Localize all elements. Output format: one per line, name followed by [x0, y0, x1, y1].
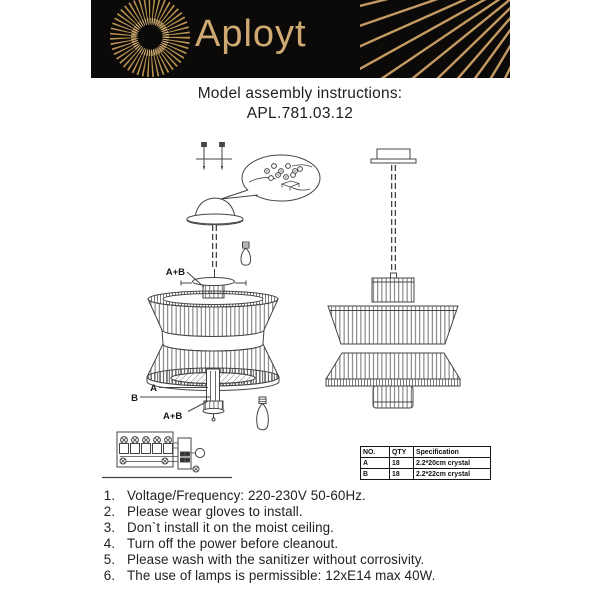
table-row — [361, 469, 491, 480]
cell-qty: 18 — [390, 458, 414, 469]
brand-name: Aployt — [195, 13, 307, 55]
cell-spec: 2.2*20cm crystal — [414, 458, 491, 469]
parts-table — [360, 446, 491, 480]
part-label-b: B — [131, 393, 138, 404]
mounting-bracket — [196, 143, 232, 171]
assembly-diagram — [90, 135, 510, 495]
part-label-bottom: A+B — [163, 411, 183, 422]
instructions-list — [96, 488, 559, 583]
hardware-callout — [221, 155, 320, 201]
ceiling-canopy — [187, 198, 243, 225]
part-label-a: A — [150, 383, 157, 394]
instruction-item: 4. Turn off the power before cleanout. — [119, 536, 559, 552]
model-number: APL.781.03.12 — [246, 105, 354, 122]
instruction-item: 2. Please wear gloves to install. — [119, 504, 559, 520]
chandelier-side-view — [326, 149, 460, 408]
part-label-top: A+B — [165, 267, 185, 278]
page-title: Model assembly instructions: — [197, 85, 403, 102]
instruction-item: 5. Please wash with the sanitizer without corrosivity. — [119, 552, 559, 568]
column-header-no: NO. — [361, 447, 390, 458]
instruction-item: 1. Voltage/Frequency: 220-230V 50-60Hz. — [119, 488, 559, 504]
column-header-spec: Specification — [414, 447, 491, 458]
cell-spec: 2.2*22cm crystal — [414, 469, 491, 480]
banner-rays-decoration — [360, 0, 510, 78]
brand-banner — [91, 0, 510, 78]
column-header-qty: QTY — [390, 447, 414, 458]
instruction-item: 3. Don`t install it on the moist ceiling. — [119, 520, 559, 536]
instruction-item: 6. The use of lamps is permissible: 12xE14 max 40W. — [119, 568, 559, 584]
wiring-diagram — [102, 432, 232, 478]
bulb-icon — [257, 397, 269, 430]
starburst-logo-icon — [98, 0, 202, 78]
title-block — [0, 85, 600, 123]
table-header-row — [361, 447, 491, 458]
cell-qty: 18 — [390, 469, 414, 480]
ceiling-plate — [377, 149, 410, 159]
bulb-icon — [241, 242, 251, 265]
table-row — [361, 458, 491, 469]
cell-no: B — [361, 469, 390, 480]
cell-no: A — [361, 458, 390, 469]
